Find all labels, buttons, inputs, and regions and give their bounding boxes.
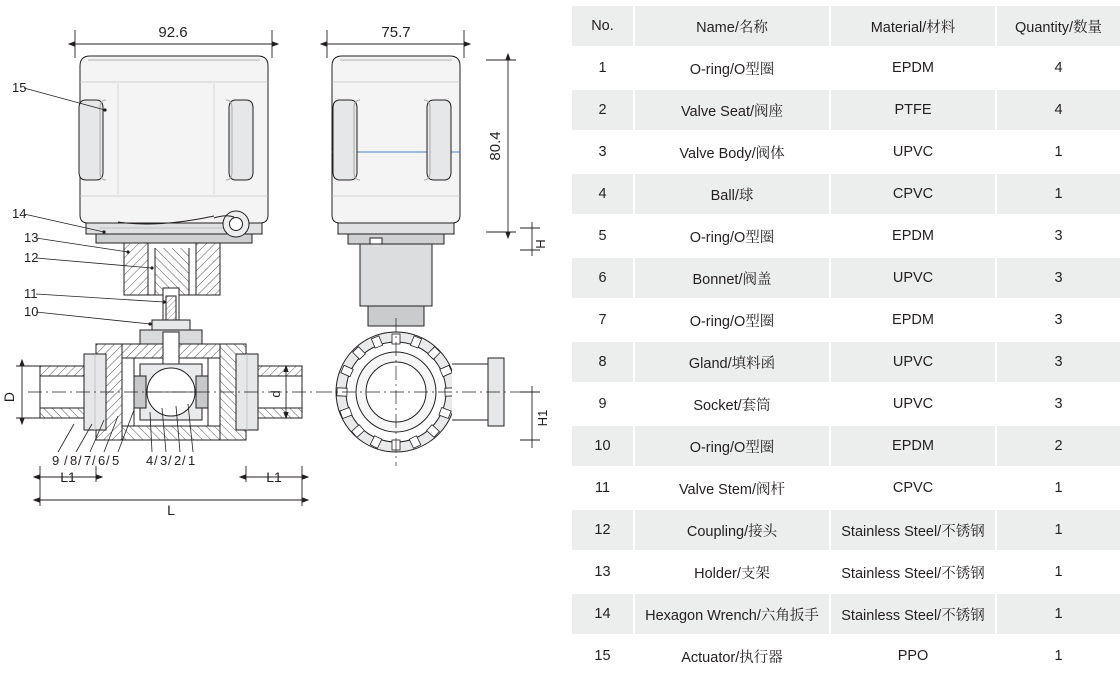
- cell-no: 6: [572, 257, 634, 299]
- cell-quantity: 3: [996, 257, 1120, 299]
- cell-quantity: 2: [996, 425, 1120, 467]
- cell-material: UPVC: [830, 383, 996, 425]
- cell-no: 13: [572, 551, 634, 593]
- cell-material: EPDM: [830, 47, 996, 89]
- table-row: [572, 47, 1120, 89]
- cell-quantity: 3: [996, 341, 1120, 383]
- table-row: [572, 215, 1120, 257]
- cell-name: Coupling/接头: [634, 509, 830, 551]
- callout-11: 11: [24, 286, 38, 301]
- dim-label-L: L: [167, 502, 175, 518]
- cell-no: 8: [572, 341, 634, 383]
- table-row: [572, 299, 1120, 341]
- cell-name: Valve Body/阀体: [634, 131, 830, 173]
- cell-name: O-ring/O型圈: [634, 215, 830, 257]
- dim-label-H1: H1: [535, 409, 550, 427]
- cell-quantity: 1: [996, 467, 1120, 509]
- cell-quantity: 1: [996, 509, 1120, 551]
- cell-material: EPDM: [830, 215, 996, 257]
- cell-no: 9: [572, 383, 634, 425]
- cell-name: Actuator/执行器: [634, 635, 830, 677]
- actuator-housing-front: [79, 56, 268, 223]
- cell-no: 11: [572, 467, 634, 509]
- callout-5: 5: [112, 453, 120, 468]
- cell-material: EPDM: [830, 299, 996, 341]
- cell-quantity: 1: [996, 131, 1120, 173]
- column-header-name: Name/名称: [634, 6, 830, 47]
- table-row: [572, 341, 1120, 383]
- callout-12: 12: [24, 250, 39, 265]
- cell-no: 5: [572, 215, 634, 257]
- coupling-holder-section: [124, 243, 220, 295]
- parts-table-pane: [560, 0, 1120, 666]
- valve-assembly-drawing: [0, 0, 560, 620]
- column-header-material: Material/材料: [830, 6, 996, 47]
- cell-name: Hexagon Wrench/六角扳手: [634, 593, 830, 635]
- cell-quantity: 3: [996, 299, 1120, 341]
- cell-material: PPO: [830, 635, 996, 677]
- callout-9: 9: [52, 453, 60, 468]
- callout-13: 13: [24, 230, 39, 245]
- table-row: [572, 551, 1120, 593]
- cell-material: Stainless Steel/不锈钢: [830, 551, 996, 593]
- table-row: [572, 383, 1120, 425]
- table-row: [572, 173, 1120, 215]
- parts-table-body: [572, 47, 1120, 677]
- dim-label-D: D: [1, 391, 17, 403]
- callout-6: 6: [98, 453, 106, 468]
- svg-text:/: /: [168, 453, 172, 468]
- cell-no: 14: [572, 593, 634, 635]
- callout-10: 10: [24, 304, 39, 319]
- cell-name: O-ring/O型圈: [634, 425, 830, 467]
- cell-name: O-ring/O型圈: [634, 299, 830, 341]
- dim-label-H: H: [533, 239, 548, 249]
- cell-no: 4: [572, 173, 634, 215]
- cell-material: Stainless Steel/不锈钢: [830, 593, 996, 635]
- column-header-no: No.: [572, 6, 634, 47]
- callout-4: 4: [146, 453, 154, 468]
- parts-table: [572, 6, 1120, 678]
- dim-label-d: d: [268, 390, 283, 398]
- cell-material: UPVC: [830, 341, 996, 383]
- cell-no: 1: [572, 47, 634, 89]
- callout-7: 7: [84, 453, 92, 468]
- dim-H: [520, 222, 540, 256]
- callout-8: 8: [70, 453, 78, 468]
- table-row: [572, 131, 1120, 173]
- cell-quantity: 3: [996, 215, 1120, 257]
- cell-quantity: 1: [996, 593, 1120, 635]
- cell-material: CPVC: [830, 173, 996, 215]
- callout-15: 15: [12, 80, 27, 95]
- cell-no: 2: [572, 89, 634, 131]
- svg-text:/: /: [78, 453, 82, 468]
- cell-name: Ball/球: [634, 173, 830, 215]
- cell-name: O-ring/O型圈: [634, 47, 830, 89]
- column-header-quantity: Quantity/数量: [996, 6, 1120, 47]
- svg-text:/: /: [92, 453, 96, 468]
- cell-name: Gland/填料函: [634, 341, 830, 383]
- technical-drawing-pane: [0, 0, 560, 620]
- cell-material: CPVC: [830, 467, 996, 509]
- cell-quantity: 4: [996, 89, 1120, 131]
- cell-material: Stainless Steel/不锈钢: [830, 509, 996, 551]
- callout-2: 2: [174, 453, 182, 468]
- actuator-housing-side: [332, 56, 460, 223]
- table-header-row: [572, 6, 1120, 47]
- svg-text:/: /: [64, 453, 68, 468]
- callout-14: 14: [12, 206, 27, 221]
- cell-name: Valve Stem/阀杆: [634, 467, 830, 509]
- valve-body-section-front: [40, 320, 302, 440]
- cell-material: PTFE: [830, 89, 996, 131]
- callout-1: 1: [188, 453, 196, 468]
- table-row: [572, 89, 1120, 131]
- table-row: [572, 635, 1120, 677]
- cell-name: Valve Seat/阀座: [634, 89, 830, 131]
- cell-name: Socket/套筒: [634, 383, 830, 425]
- svg-text:/: /: [106, 453, 110, 468]
- dim-label-75-7: 75.7: [381, 24, 411, 41]
- cell-no: 7: [572, 299, 634, 341]
- cell-no: 10: [572, 425, 634, 467]
- svg-text:/: /: [154, 453, 158, 468]
- cell-name: Bonnet/阀盖: [634, 257, 830, 299]
- cell-material: UPVC: [830, 131, 996, 173]
- actuator-base-side: [338, 223, 454, 326]
- dim-label-92-6: 92.6: [158, 24, 188, 41]
- cell-name: Holder/支架: [634, 551, 830, 593]
- cell-no: 15: [572, 635, 634, 677]
- cell-quantity: 1: [996, 551, 1120, 593]
- cell-quantity: 1: [996, 635, 1120, 677]
- table-row: [572, 509, 1120, 551]
- cell-quantity: 1: [996, 173, 1120, 215]
- dim-label-80-4: 80.4: [487, 131, 504, 161]
- dim-label-L1-left: L1: [60, 469, 76, 485]
- table-row: [572, 593, 1120, 635]
- dim-label-L1-right: L1: [266, 469, 282, 485]
- cell-no: 12: [572, 509, 634, 551]
- callout-3: 3: [160, 453, 168, 468]
- cell-material: EPDM: [830, 425, 996, 467]
- table-row: [572, 467, 1120, 509]
- cell-material: UPVC: [830, 257, 996, 299]
- cell-quantity: 3: [996, 383, 1120, 425]
- table-row: [572, 425, 1120, 467]
- cell-quantity: 4: [996, 47, 1120, 89]
- cell-no: 3: [572, 131, 634, 173]
- svg-text:/: /: [182, 453, 186, 468]
- table-row: [572, 257, 1120, 299]
